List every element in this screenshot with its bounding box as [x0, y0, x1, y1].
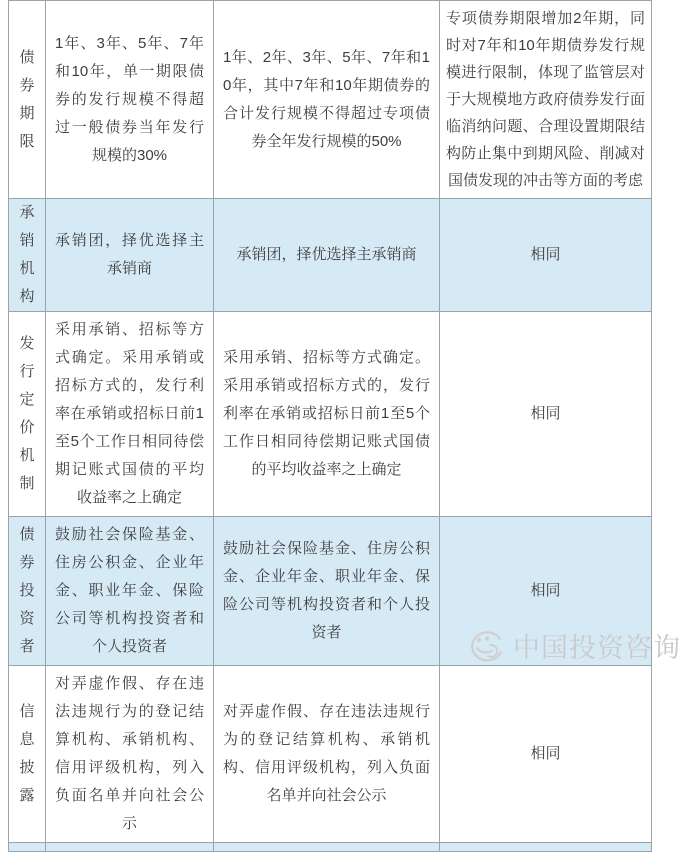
cell-comment: 相同	[440, 517, 652, 666]
cell-general-bond: 承销团，择优选择主承销商	[46, 199, 214, 312]
table-row	[9, 312, 652, 517]
cell-special-bond: 对弄虚作假、存在违法违规行为的登记结算机构、承销机构、信用评级机构，列入负面名单并向社会公示	[214, 666, 440, 843]
cell-special-bond: 1年、2年、3年、5年、7年和10年，其中7年和10年期债券的合计发行规模不得超过专项债券全年发行规模的50%	[214, 1, 440, 199]
cell-general-bond: 对弄虚作假、存在违法违规行为的登记结算机构、承销机构、信用评级机构，列入负面名单并向社会公示	[46, 666, 214, 843]
table-row	[9, 666, 652, 843]
row-header-bond-term	[9, 1, 46, 199]
cell-general-bond: 采用承销、招标等方式确定。采用承销或招标方式的，发行利率在承销或招标日前1至5个工作日相同待偿期记账式国债的平均收益率之上确定	[46, 312, 214, 517]
row-header-underwriter	[9, 199, 46, 312]
row-header-label: 债券期限	[19, 48, 35, 150]
partial-cell	[440, 843, 652, 852]
partial-cell	[214, 843, 440, 852]
row-header-label: 债券投资者	[19, 526, 35, 655]
row-header-disclosure	[9, 666, 46, 843]
cell-special-bond: 采用承销、招标等方式确定。采用承销或招标方式的，发行利率在承销或招标日前1至5个工作日相同待偿期记账式国债的平均收益率之上确定	[214, 312, 440, 517]
watermark-text: 中国投资咨询	[513, 633, 681, 663]
cell-comment: 专项债券期限增加2年期，同时对7年和10年期债券发行规模进行限制，体现了监管层对于大规模地方政府债券发行面临消纳问题、合理设置期限结构防止集中到期风险、削减对国债发现的冲击等方面的考虑	[440, 1, 652, 199]
partial-cell	[46, 843, 214, 852]
table-row	[9, 199, 652, 312]
row-header-label: 信息披露	[19, 703, 35, 804]
table-row	[9, 517, 652, 666]
cell-comment: 相同	[440, 199, 652, 312]
cell-special-bond: 鼓励社会保险基金、住房公积金、企业年金、职业年金、保险公司等机构投资者和个人投资者	[214, 517, 440, 666]
cell-comment: 相同	[440, 312, 652, 517]
row-header-pricing-mechanism	[9, 312, 46, 517]
row-header-label: 发行定价机制	[19, 335, 35, 492]
cell-special-bond: 承销团，择优选择主承销商	[214, 199, 440, 312]
bond-comparison-table	[8, 0, 652, 852]
cell-comment: 相同	[440, 666, 652, 843]
table-row	[9, 1, 652, 199]
table-row-partial	[9, 843, 652, 852]
partial-cell	[9, 843, 46, 852]
cell-general-bond: 鼓励社会保险基金、住房公积金、企业年金、职业年金、保险公司等机构投资者和个人投资者	[46, 517, 214, 666]
row-header-label: 承销机构	[19, 204, 35, 305]
row-header-investors	[9, 517, 46, 666]
cell-general-bond: 1年、3年、5年、7年和10年，单一期限债券的发行规模不得超过一般债券当年发行规模的30%	[46, 1, 214, 199]
